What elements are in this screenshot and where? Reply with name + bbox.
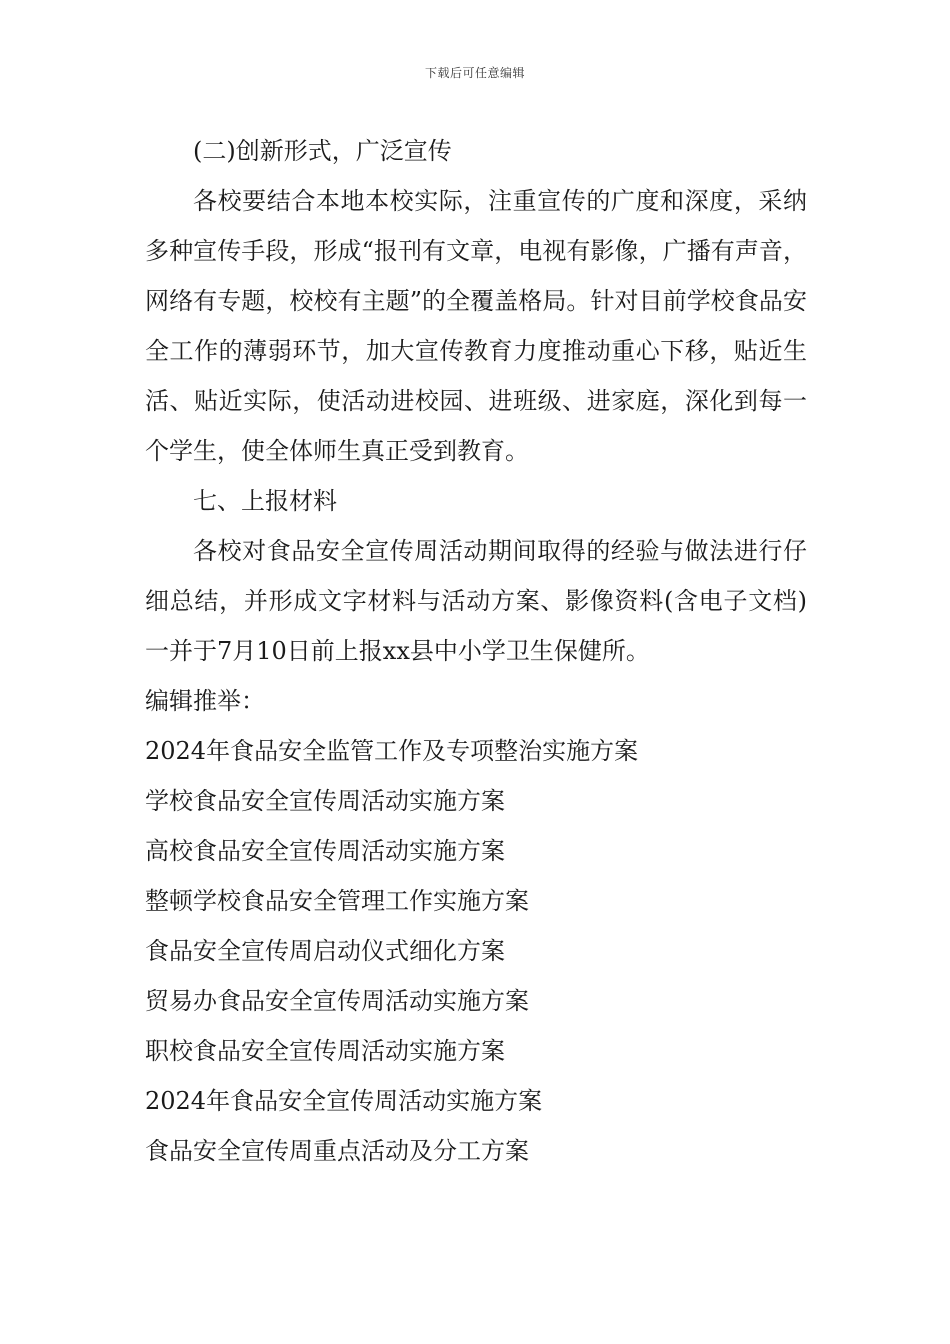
recommend-item[interactable]: 贸易办食品安全宣传周活动实施方案 [145,987,529,1015]
page-header: 下载后可任意编辑 [424,66,525,80]
recommend-label: 编辑推举： [145,687,265,715]
recommend-item[interactable]: 2024年食品安全监管工作及专项整治实施方案 [145,737,639,765]
recommend-item[interactable]: 2024年食品安全宣传周活动实施方案 [145,1087,543,1115]
paragraph: 各校要结合本地本校实际，注重宣传的广度和深度，采纳多种宣传手段，形成“报刊有文章，电视有影像，广播有声音，网络有专题，校校有主题”的全覆盖格局。针对目前学校食品安全工作的薄弱环节，加大宣传教育力度推动重心下移，贴近生活、贴近实际，使活动进校园、进班级、进家庭，深化到每一个学生，使全体师生真正受到教育。 [145,187,807,465]
recommend-item[interactable]: 整顿学校食品安全管理工作实施方案 [145,887,529,915]
recommend-item[interactable]: 高校食品安全宣传周活动实施方案 [145,837,505,865]
recommend-item[interactable]: 食品安全宣传周启动仪式细化方案 [145,937,505,965]
section-heading: 七、上报材料 [193,487,337,515]
recommend-item[interactable]: 食品安全宣传周重点活动及分工方案 [145,1137,529,1165]
recommend-item[interactable]: 学校食品安全宣传周活动实施方案 [145,787,505,815]
paragraph: 各校对食品安全宣传周活动期间取得的经验与做法进行仔细总结，并形成文字材料与活动方案、影像资料(含电子文档)一并于7月10日前上报xx县中小学卫生保健所。 [145,537,807,665]
recommend-item[interactable]: 职校食品安全宣传周活动实施方案 [145,1037,505,1065]
document-body [145,126,807,1176]
section-heading: (二)创新形式，广泛宣传 [193,137,452,165]
